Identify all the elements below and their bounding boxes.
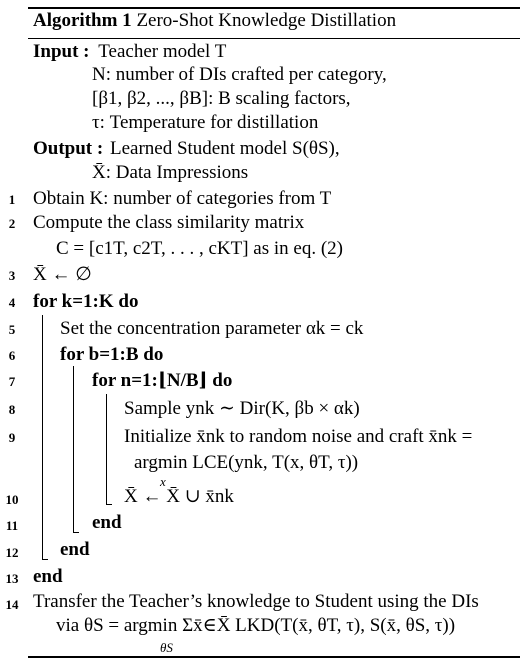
loop-b-bar-end	[73, 532, 79, 533]
step-12-end: end	[60, 539, 90, 560]
step-8: Sample ynk ∼ Dir(K, βb × αk)	[124, 398, 360, 419]
step-10: X̄ ← X̄ ∪ x̄nk	[124, 486, 234, 507]
input-label: Input :	[33, 41, 90, 62]
step-number: 1	[8, 192, 16, 207]
algorithm-name: Zero-Shot Knowledge Distillation	[136, 10, 397, 31]
step-number: 4	[8, 295, 16, 310]
step-9-argmin-subscript: x	[160, 474, 166, 489]
step-number: 8	[8, 402, 16, 417]
input-line-2: [β1, β2, ..., βB]: B scaling factors,	[92, 88, 351, 109]
mid-rule	[28, 38, 520, 39]
algorithm-title	[33, 10, 396, 32]
step-7-for-n: for n=1:⌊N/B⌋ do	[92, 370, 233, 391]
step-number: 13	[5, 571, 19, 586]
step-number: 14	[5, 597, 19, 612]
step-9: Initialize x̄nk to random noise and craft x̄nk =	[124, 426, 473, 447]
step-14: Transfer the Teacher’s knowledge to Student using the DIs	[33, 591, 479, 612]
step-6-for-b: for b=1:B do	[60, 344, 164, 365]
loop-b-bar	[73, 366, 74, 532]
input-line-1: N: number of DIs crafted per category,	[92, 64, 387, 85]
input-line-0: Teacher model T	[98, 41, 227, 62]
input-line-3: τ: Temperature for distillation	[92, 112, 319, 133]
step-5: Set the concentration parameter αk = ck	[60, 318, 364, 339]
output-line-0: Learned Student model S(θS),	[109, 138, 340, 159]
step-number: 6	[8, 348, 16, 363]
bottom-rule	[28, 656, 520, 658]
input-row	[33, 41, 226, 63]
output-row	[33, 138, 340, 160]
step-number: 9	[8, 430, 16, 445]
step-number: 2	[8, 216, 16, 231]
step-number: 3	[8, 268, 16, 283]
step-13-end: end	[33, 566, 63, 587]
step-1: Obtain K: number of categories from T	[33, 188, 332, 209]
loop-n-bar	[106, 394, 107, 504]
step-2-continuation: C = [c1T, c2T, . . . , cKT] as in eq. (2)	[56, 238, 344, 259]
output-label: Output :	[33, 138, 104, 159]
step-14-continuation: via θS = argmin Σx̄∈X̄ LKD(T(x̄, θT, τ), S(x̄, θS, τ))	[56, 615, 456, 636]
step-number: 10	[5, 492, 19, 507]
algorithm-label: Algorithm 1	[33, 10, 132, 31]
step-number: 12	[5, 545, 19, 560]
step-number: 7	[8, 374, 16, 389]
step-3: X̄ ← ∅	[33, 264, 92, 285]
output-line-1: X̄: Data Impressions	[92, 162, 249, 183]
step-9-continuation: argmin LCE(ynk, T(x, θT, τ))	[134, 452, 359, 473]
step-4-for-k: for k=1:K do	[33, 291, 139, 312]
step-11-end: end	[92, 512, 122, 533]
loop-k-bar-end	[42, 559, 48, 560]
loop-n-bar-end	[106, 504, 112, 505]
step-number: 5	[8, 322, 16, 337]
step-14-argmin-subscript: θS	[160, 640, 173, 655]
step-2: Compute the class similarity matrix	[33, 212, 305, 233]
loop-k-bar	[42, 315, 43, 559]
step-number: 11	[5, 518, 19, 533]
top-rule	[28, 7, 520, 9]
